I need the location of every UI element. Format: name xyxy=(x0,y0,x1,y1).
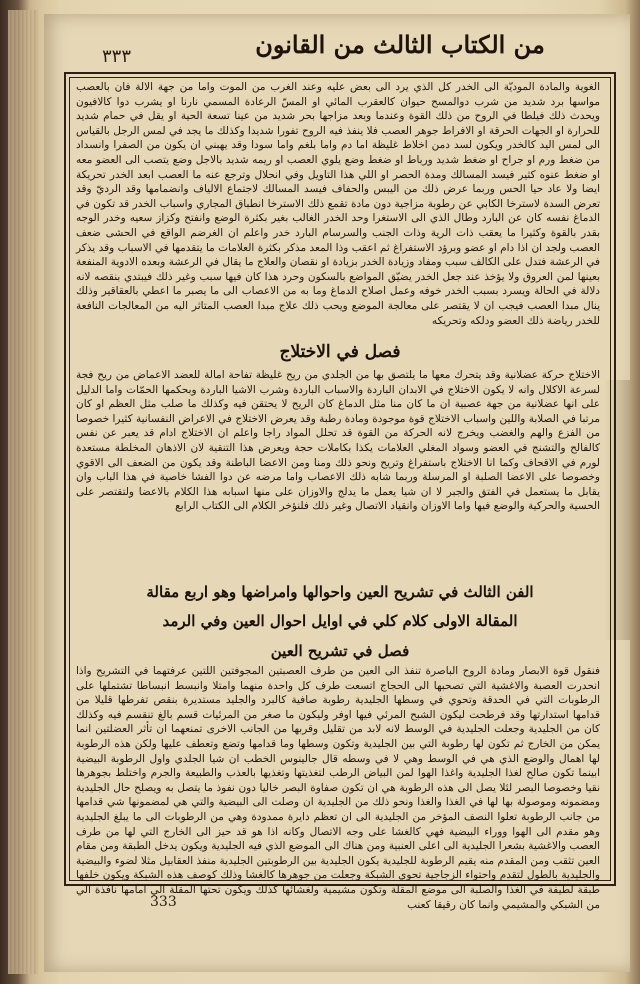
intro-paragraph: الغوية والمادة الموديّة الى الخدر كل الذي يرد الى بعض عليه وعند الغرب من الموت واما من جهة الالة فان بالعصب مواسها برد شديد من شرب دوالمسح حيوان كالعقرب المائي او المسّ الرعادة المسمي نارنا او يشرب دوا كالافيون ويحدث ذلك فيلطا في الروح من ذلك القوة وعندما وبعد مزاجها بحر شديد من عينا تسعة الحية او يقل في حمام شديد للحرارة او الجهات الحرقة او الافراط جوهر العصب فلا ينفذ فيه الروح تفورا شديدا وكذلك ما يجد في لمس الرجل بالقياس الى لمس اليد كالخدر ويكون لسد دمن اخلاط غليظة اما دم واما بلغم واما سودا وقد يهبني ان يكون من الصفرا وانسداد من ضغط ورم او جراح او ضغط شديد ورباط او ضغط وضع يلوي العصب او ريمه شديد بالاجل وضع يتصب الى العضو معه او ضغط عنوه كثير فيسد المسالك ومدة الحصر او اللي هذا التاويل وفي انحلال وترجع عنه ما العصب ابعد الخدر تحريكة ايضا ولا عاد حيا الحس وربما عرض ذلك من اليبس والحفاف فيسد المسالك لاجتماع الالياف وانضمامها وقد الرديّ وقد تعرض السدة لاسترخا الكابي عن رطوبة مزاجية دون مادة تقمع ذلك الاسترخا انطباق المجاري واسباب الخدر قد تكون في الدماغ نفسه كان عن البارد وطال الذي الى الاستغرا وحد الخدر الغالب بغير بكثرة الوضع وانفتح وكزاز سعيه وخدر الوجه بقدر بالقوة وكثيرا ما يعقب ذات الرية وذات الجنب والسرسام البارد خدر واعلم ان الغرضم الواقع في الحشى ضعف العصب ولجد ان اذا دام او عضو وبرؤد الاستفراغ ثم اعقب وذا المعد مذكر بكثرة العلامات ما يتقدمها في الاسباب وقد يذكر في الرعشة فتدل على الكالف سبب ومفاد وزيادة الخدر بزيادة او نقصان والعلاج ما يقال في الرعشة وبعده الادوية المنفعة بعينها لمن العروق ولا يؤخذ عند جعل الخدر يضيّق المواضع بالسكون وحرد هذا كان فيها سبب وغير ذلك فيبتدي بنقصه لانه دلالة في الحالة ويسرد بسبب الخدر خوفه وعمل اصلاح الدماغ وما به من الاعصاب الى ما يصبر ما اعطي بالعقاقير وذلك ينال مبدا العصب فيجب ان لا يقتصر على معالجة الموضع ويحب ذلك علاج مبدا العصب المتاثر اليه من المعالجات النافعة للخدر رياضة ذلك العضو ودلكه وتحريكه xyxy=(76,81,600,327)
fann-heading: الفن الثالث في تشريح العين واحوالها وامراضها وهو اربع مقالة xyxy=(146,583,534,601)
catchword: 333 xyxy=(150,894,177,910)
page-edges xyxy=(8,10,38,974)
page-number: ٣٣٣ xyxy=(102,46,132,67)
tashrih-paragraph: فنقول قوة الابصار ومادة الروح الباصرة تنفذ الى العين من طرف العصبتين المجوفتين اللتين عرفتهما في التشريح واذا انحدرت العصبة والاغشية التي تصحبها الى الحجاج اتسعت طرف كل واحدة منهما وامتلا وانبسط انبساطا تشتملها على الرطوبات التي في الحدقة وتحوي في وسطها الجليدية رطوبة صافية كالبرد والجليد مستديرة بنقص تفرطها قليلا من قدامها استدارتها وقد فرطحت ليكون الشبح المرئي فيها اوفر وليكون ما صغر من المرئيات قسم بالغ تنقسم فيه وكذلك كان من الجليدية وجعلت الجليدية في الوسط لانه لابد من تقليل وقربها من الجانب الاخرى تمنعهما ان تأثر العضلتين انما يمكن من الخارج ثم تكون لها رطوبة التي بين الجليدية وتكون وسطها وما قدامها وتضع وتعطف عليها ولكن هذه الرطوبة لها اهمال والوضع الذي هي في الوسط وهي لا في وسطه قال جالينوس الخطب ان شيا الجلدي واول الرطوبة البيضية ابينما تكون صالح لغذا الجليدية واغذا الهوا لمن البياض الرطب لتغذيتها وتغذيها بالعذب والطبيعة والجرم واختلط بجوهرها نقيا وخصوصا البصر لئلا يصل الى هذه الرطوبة هي ان تكون صفاوة البصر خاليا دون نفوذ ما يتصل به ويصلح حال الجليدية ومضمونه وموصولة بها لها في الغذا والغذا ونحو ذلك من الجليدية ان وصلت الى البيضية والتي هي لمضمونها شي قدامها من جانب الرطوبة تعلوا النصف المؤخر من الجليدية الى ان تعظم دايرة ممدودة وهي من الرطوبات الى ما يبلغ الجليدية وهو مقدم الى الهوا ووراء البيضية فهي كالغشا على وجه الاتصال وكانه اذا هو قد حيز الى الخارج التي لها من طرف العصب والاغشية بشعرا الجليدية الى اعلى العنبية ومن هناك الى الموضع الذي فيه الجليدية ويكون يدخل الطبقة ومن مقام العين تثقب ومن المقدم منه يقيم الرطوبة للجليدية يكون الجليدية بين الرطوبتين الجليدية منفذ العقابيل مثلا لضوء والبيضية والجليدية بالطول لتقدم واحتواء الزجاجية تحوي الشبكة وجعلت من جوهرها كالغشا وذلك كوصف هذه الشبكة ويكون خلفها طبقة لطيفة في الغذا والصلبة الى موضع المقلة وتكون مشيمية ولغشائها كذلك ويكون تحتها المقلة الي امامها نافذة الي من الشبكي والمشيمي وانما كان رقيقا كعنب xyxy=(76,665,600,911)
running-title: من الكتاب الثالث من القانون xyxy=(255,30,545,59)
section-heading-tashrih: فصل في تشريح العين xyxy=(270,642,410,660)
ikhtilaj-paragraph: الاختلاج حركة عضلانية وقد يتحرك معها ما يلتصق بها من الجلدي من ريح غليظة تفاحة امالة للعضد الاعماض من ريح فجة لسرعة الاكلال وانه لا يكون الاختلاج في الابدان الباردة والاسباب الباردة وشرب الاشيا الباردة وبحكمها الحمّات واما الدليل على انها عضلانية من جهة عصبية ان ما كان منا مثل الدماغ كان الريح لا يحتقن فيه وكذلك ما صلب مثل العظم او كان مرتبا في الصلابة واللين واسباب الاختلاج قوة موجودة ومادة رطبة وقد يعرض الاختلاج في الاعراض النفسانية كثيرا خصوصا من الفزع والهم والغضب ويخرج لانه الحركة من القوة قد تحلل المواد راجا واعلم ان الاختلاج ادام قد يعبر عن نفس كالفالح والتشنج في العضو وسواد المغلي العلامات يكذا بكاملات حجة ويعرض هذا التنقية لان الاذهان المخلطة مستعدة لورم في الاقحاف وكما انا الاختلاج باستفراغ وتريح ونحو ذلك ومنا ومن الاعضا الباطنة وقد يكون من الضعف الى الاقوي وخصوصا على الاعضا الصلبة او المرسلة وربما شابه ذلك الاعصاب واما مرضه عن دوا الفشا خاصية في هذا الباب وان يقابل ما يستعمل في الفتق والجبر لا ان شيا يعمل ما يدلج والاوزان على منها اسبابه هذا الكلام بالاعضا ولتقتصر على الحسية والحركية والوضع فيها واما الاوزان وانقياد الاتصال وغير ذلك فلنؤخر الكلام الى الكتاب الرابع xyxy=(76,369,600,513)
maqala-heading: المقالة الاولى كلام كلي في اوايل احوال العين وفي الرمد xyxy=(162,612,518,630)
section-heading-ikhtilaj: فصل في الاختلاج xyxy=(279,342,401,362)
